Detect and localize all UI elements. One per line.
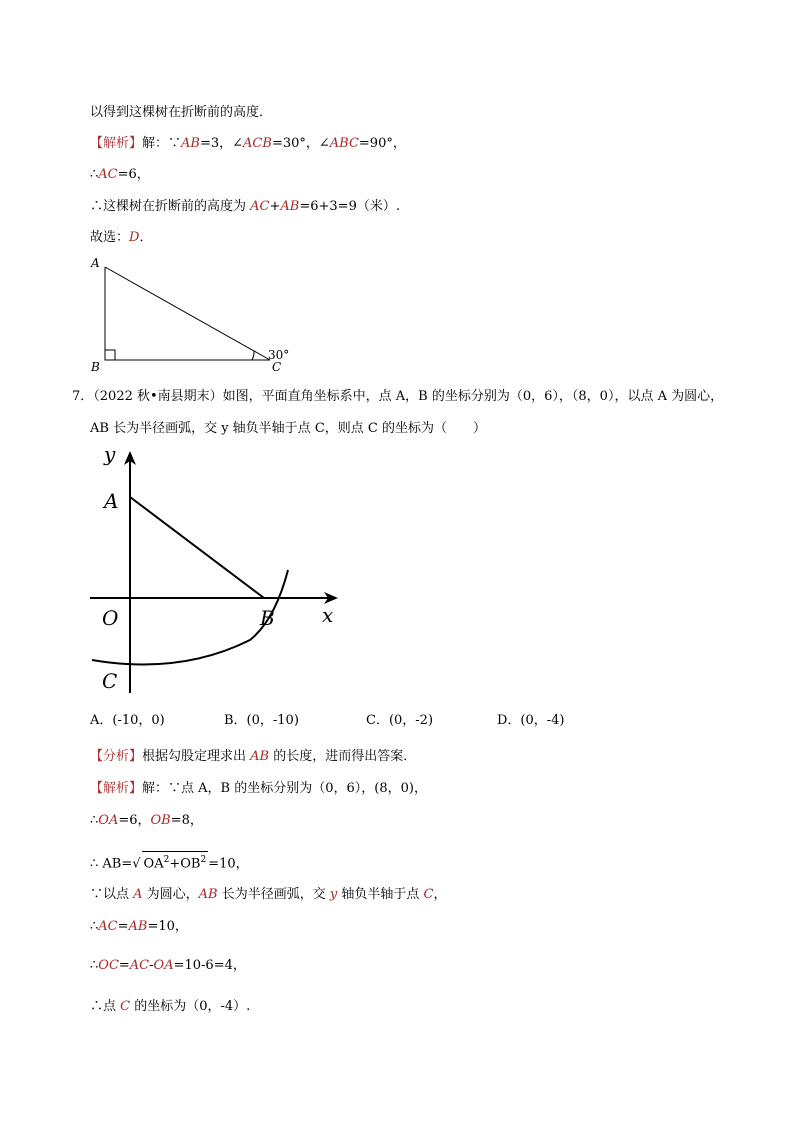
solution-line-6-end: =10-6=4， [173, 958, 246, 973]
q7-line-1 [72, 388, 723, 406]
var-ac: AC [98, 919, 118, 934]
var-ab: AB [280, 199, 300, 214]
axis-label-x: x [322, 603, 334, 627]
option-d[interactable]: D．(0，-4) [497, 713, 565, 728]
point-label-b: B [260, 606, 275, 630]
solution-line-2 [90, 812, 203, 830]
solution-line-6 [90, 957, 246, 975]
minus: - [149, 958, 154, 973]
solution-line-7-end: 的坐标为（0，-4）. [130, 999, 251, 1014]
solution-line-2-mid: =6， [118, 813, 151, 828]
var-ac: AC [98, 167, 118, 182]
solution-line-4 [90, 886, 446, 904]
solution-line-3: ∴ AB=√ $OA^2+OB^2 =10$， [90, 851, 249, 874]
line-3-end: =6， [117, 167, 150, 182]
formula-end: =10， [208, 856, 249, 872]
solution-line-7 [90, 998, 250, 1016]
line-2-mid2: =30°，∠ [271, 136, 330, 151]
solution-tag: 【解析】 [90, 781, 143, 796]
line-4-pre: ∴这棵树在折断前的高度为 [90, 199, 251, 214]
answer-label: 故选： [90, 230, 130, 245]
text-line-5 [90, 229, 152, 247]
sqrt-expression [142, 851, 209, 872]
solution-line-4-mid2: 长为半径画弧，交 [217, 887, 330, 902]
q7-line-2 [90, 420, 486, 438]
equals: = [117, 919, 129, 934]
analysis-tag: 【解析】 [90, 136, 143, 151]
q7-line-1-text: 7．（2022 秋•南县期末）如图，平面直角坐标系中，点 A，B 的坐标分别为（0，6），（8，0），以点 A 为圆心， [72, 389, 724, 404]
solution-line-1 [90, 780, 427, 798]
axis-label-y: y [104, 445, 116, 466]
solution-line-1-text: 解：∵点 A，B 的坐标分别为（0，6），(8，0)， [142, 781, 427, 796]
text-line-4 [90, 198, 400, 216]
point-label-o: O [102, 606, 119, 630]
equals: = [118, 958, 130, 973]
line-4-end: =6+3=9（米）. [299, 199, 400, 214]
formula-plus-ob: +OB [169, 856, 201, 872]
answer-d: D [129, 230, 140, 245]
tri-label-b: B [91, 360, 100, 374]
line-1-text: 以得到这棵树在折断前的高度． [90, 105, 273, 120]
var-abc: ABC [329, 136, 359, 151]
var-ab: AB [181, 136, 200, 151]
option-a[interactable]: A．(-10，0) [90, 713, 165, 728]
tri-label-c: C [272, 360, 282, 374]
var-ac: AC [129, 958, 150, 973]
line-5-end: ． [139, 230, 153, 245]
var-ab: AB [250, 749, 270, 764]
therefore: ∴ [90, 167, 99, 182]
solution-line-2-end: =8， [170, 813, 203, 828]
coordinate-figure [80, 445, 360, 705]
point-label-c: C [102, 669, 118, 693]
var-ob: OB [150, 813, 171, 828]
solution-line-7-pre: ∴点 [90, 999, 121, 1014]
exponent-2: 2 [200, 855, 207, 865]
tri-label-a: A [91, 256, 100, 270]
line-2-end: =90°， [358, 136, 406, 151]
var-oc: OC [98, 958, 119, 973]
var-ab: AB [128, 919, 148, 934]
var-oa: OA [98, 813, 119, 828]
triangle-figure [85, 255, 305, 375]
line-2-text: 解：∵ [142, 136, 182, 151]
text-line-2 [90, 135, 406, 153]
formula-prefix: ∴ AB= [90, 856, 133, 872]
tri-angle-label: 30° [268, 348, 290, 362]
analysis-text-2: 的长度，进而得出答案． [269, 749, 417, 764]
therefore: ∴ [90, 958, 99, 973]
q7-line-2-text: AB 长为半径画弧，交 y 轴负半轴于点 C，则点 C 的坐标为（ ） [90, 421, 486, 436]
analysis-tag: 【分析】 [90, 749, 143, 764]
formula-oa: OA [143, 856, 164, 872]
solution-line-4-mid1: 为圆心， [142, 887, 199, 902]
analysis-line [90, 748, 416, 766]
point-label-a: A [104, 489, 119, 513]
var-acb: ACB [243, 136, 272, 151]
option-c[interactable]: C．(0，-2) [366, 713, 434, 728]
var-a: A [133, 887, 143, 902]
solution-line-4-end: ， [433, 887, 447, 902]
therefore: ∴ [90, 919, 99, 934]
solution-line-5-end: =10， [147, 919, 188, 934]
plus: + [269, 199, 281, 214]
option-b[interactable]: B．(0，-10) [224, 713, 299, 728]
line-2-mid1: =3，∠ [199, 136, 244, 151]
solution-line-4-mid3: 轴负半轴于点 [337, 887, 424, 902]
var-ab: AB [198, 887, 218, 902]
solution-line-5 [90, 918, 188, 936]
var-c: C [423, 887, 434, 902]
var-y: y [329, 887, 338, 902]
exponent-1: 2 [163, 855, 170, 865]
text-line-3 [90, 166, 150, 184]
var-oa: OA [153, 958, 174, 973]
therefore: ∴ [90, 813, 99, 828]
analysis-text-1: 根据勾股定理求出 [142, 749, 251, 764]
solution-line-4-pre: ∵以点 [90, 887, 134, 902]
var-ac: AC [250, 199, 270, 214]
var-c: C [120, 999, 131, 1014]
text-line-1 [90, 104, 272, 122]
